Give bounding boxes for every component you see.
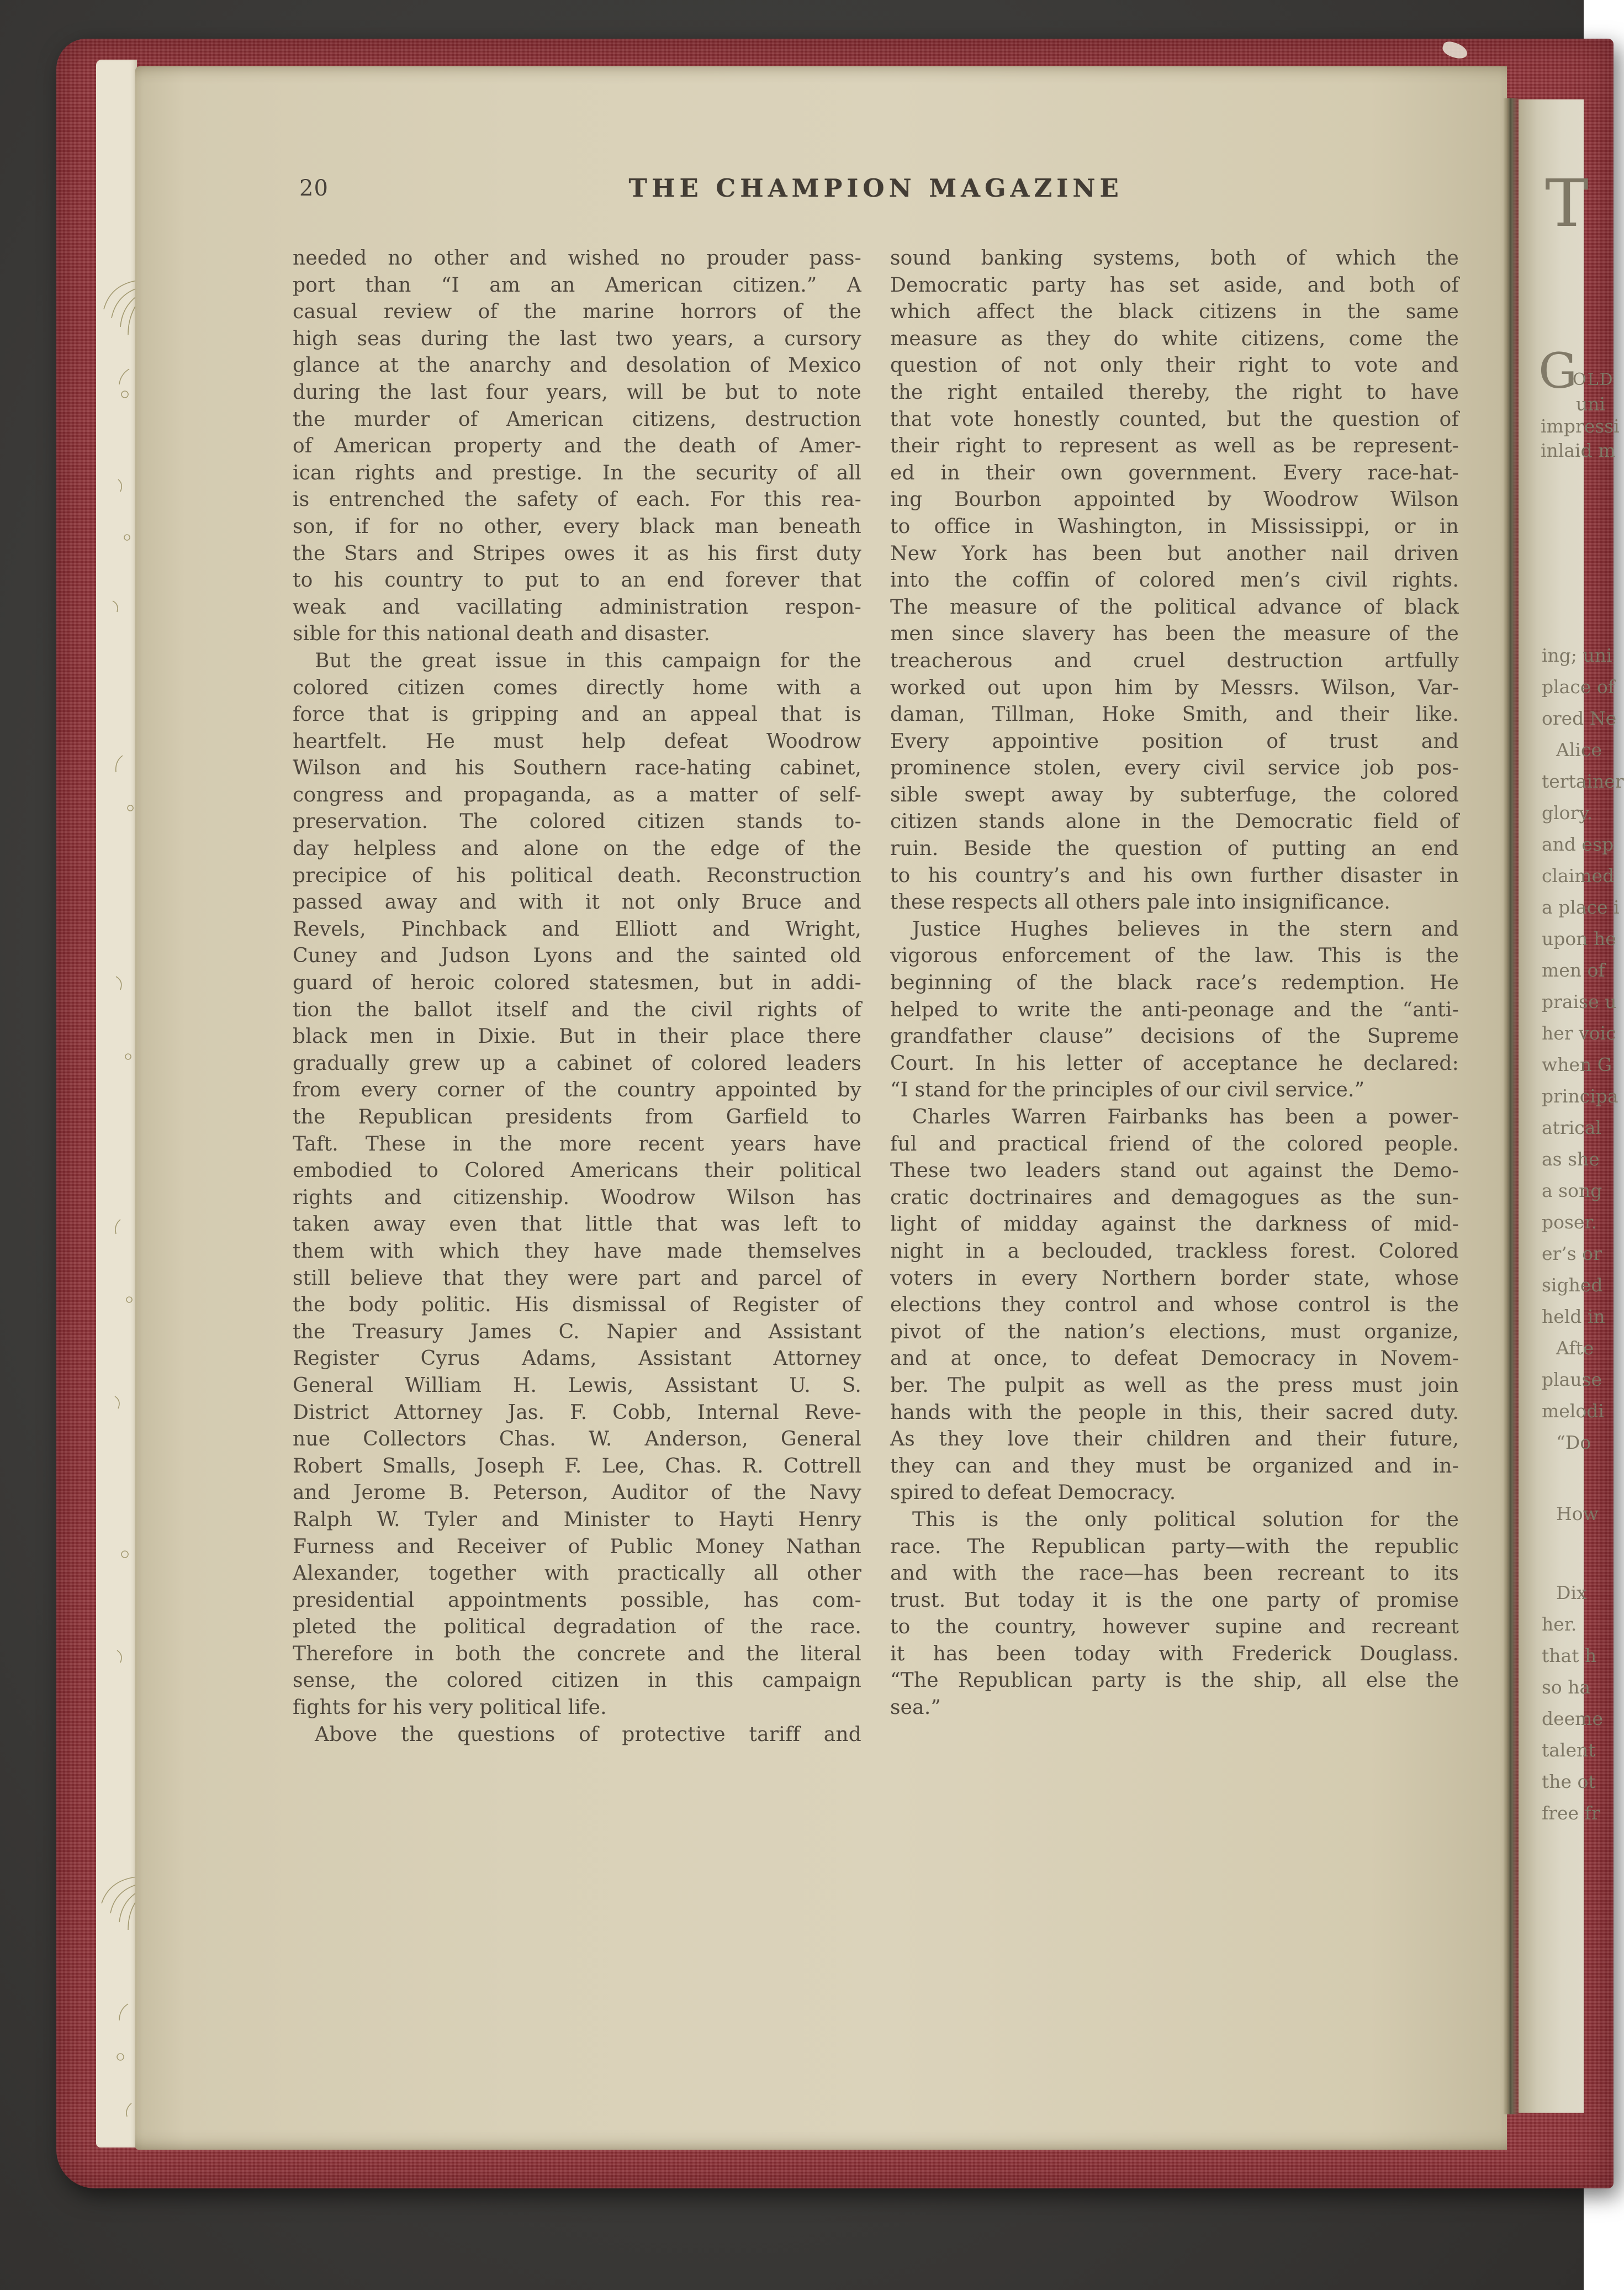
text-line: Taft. These in the more recent years have (293, 1132, 861, 1155)
text-line: force that is gripping and an appeal that is (293, 703, 861, 726)
text-line: to office in Washington, in Mississippi, or in (890, 515, 1459, 538)
text-line: son, if for no other, every black man beneath (293, 515, 861, 538)
page-gutter (1503, 98, 1519, 2114)
text-line: these respects all others pale into insignificance. (890, 891, 1390, 914)
text-line: daman, Tillman, Hoke Smith, and their like. (890, 703, 1459, 726)
next-page-text-fragment: poser. (1542, 1211, 1597, 1233)
text-line: worked out upon him by Messrs. Wilson, Var- (890, 676, 1459, 699)
text-line: beginning of the black race’s redemption. He (890, 972, 1459, 995)
text-line: This is the only political solution for the (912, 1508, 1459, 1531)
text-line: the Republican presidents from Garfield to (293, 1106, 861, 1128)
text-line: sible for this national death and disaster. (293, 622, 711, 646)
text-line: and at once, to defeat Democracy in Novem- (890, 1347, 1459, 1370)
text-line: taken away even that little that was left to (293, 1213, 861, 1236)
next-page-text-fragment: glory. (1542, 802, 1593, 824)
next-page-drop-cap-t: T (1545, 165, 1589, 241)
text-line: weak and vacillating administration respon- (293, 595, 861, 619)
text-line: question of not only their right to vote and (890, 354, 1459, 377)
text-line: sense, the colored citizen in this campaign (293, 1669, 861, 1692)
text-line: embodied to Colored Americans their political (293, 1159, 861, 1183)
next-page-text-fragment: so ha (1542, 1676, 1591, 1698)
next-page-text-fragment: Dix (1556, 1582, 1587, 1603)
text-line: Wilson and his Southern race-hating cabinet, (293, 757, 861, 780)
next-page-text-fragment: Afte (1556, 1337, 1594, 1359)
text-line: Alexander, together with practically all other (293, 1562, 861, 1585)
next-page-text-fragment: sighed (1542, 1274, 1603, 1296)
text-line: elections they control and whose control is the (890, 1294, 1459, 1317)
next-page-word-uni: uni (1576, 393, 1606, 415)
text-line: passed away and with it not only Bruce and (293, 891, 861, 914)
text-line: during the last four years, will be but to note (293, 381, 861, 404)
text-line: men since slavery has been the measure of the (890, 622, 1459, 646)
text-line: is entrenched the safety of each. For this rea- (293, 488, 861, 511)
text-line: ber. The pulpit as well as the press must join (890, 1374, 1459, 1397)
text-line: which affect the black citizens in the same (890, 300, 1459, 324)
next-page-text-fragment: praise u (1542, 991, 1617, 1012)
text-line: sible swept away by subterfuge, the colored (890, 783, 1459, 806)
text-line: to his country’s and his own further disaster in (890, 864, 1459, 887)
endpaper-floral-motifs (96, 60, 137, 2147)
next-page-word-inlaid: inlaid m (1541, 440, 1616, 461)
text-line: still believe that they were part and parcel of (293, 1267, 861, 1290)
text-line: ed in their own government. Every race-hat- (890, 461, 1459, 484)
text-line: they can and they must be organized and in- (890, 1454, 1459, 1478)
text-line: sound banking systems, both of which the (890, 247, 1459, 270)
text-line: pleted the political degradation of the race. (293, 1616, 861, 1639)
text-line: trust. But today it is the one party of promise (890, 1589, 1459, 1612)
text-line: ruin. Beside the question of putting an end (890, 837, 1459, 861)
next-page-text-fragment: a place i (1542, 896, 1620, 918)
text-line: light of midday against the darkness of mid- (890, 1213, 1459, 1236)
text-line: measure as they do white citizens, come the (890, 327, 1459, 350)
text-line: Register Cyrus Adams, Assistant Attorney (293, 1347, 861, 1370)
next-page-text-fragment: ored Ne (1542, 708, 1617, 729)
next-page-text-fragment: plause (1542, 1369, 1602, 1390)
text-line: “The Republican party is the ship, all else the (890, 1669, 1459, 1692)
next-page-text-fragment: talent (1542, 1739, 1596, 1761)
next-page-edge (1519, 99, 1584, 2113)
next-page-text-fragment: deeme (1542, 1708, 1604, 1729)
text-line: black men in Dixie. But in their place there (293, 1025, 861, 1048)
text-line: and Jerome B. Peterson, Auditor of the Navy (293, 1481, 861, 1505)
text-column-right (890, 245, 1459, 1748)
next-page-text-fragment: melodi (1542, 1400, 1604, 1422)
text-line: Therefore in both the concrete and the literal (293, 1642, 861, 1665)
text-line: congress and propaganda, as a matter of self- (293, 783, 861, 806)
text-line: “I stand for the principles of our civil service.” (890, 1079, 1365, 1102)
next-page-text-fragment: claimed (1542, 865, 1615, 887)
text-line: citizen stands alone in the Democratic field of (890, 810, 1459, 833)
text-line: the Treasury James C. Napier and Assistant (293, 1320, 861, 1343)
next-page-text-fragment: place of (1542, 676, 1615, 698)
text-line: ful and practical friend of the colored people. (890, 1132, 1459, 1155)
text-line: to the country, however supine and recreant (890, 1616, 1459, 1639)
next-page-text-fragment: ing; uni (1542, 645, 1612, 666)
text-line: New York has been but another nail driven (890, 542, 1459, 565)
text-line: General William H. Lewis, Assistant U. S. (293, 1374, 861, 1397)
text-line: nue Collectors Chas. W. Anderson, General (293, 1428, 861, 1451)
text-line: sea.” (890, 1696, 941, 1719)
next-page-text-fragment: tertainer (1542, 771, 1624, 792)
text-line: the body politic. His dismissal of Register of (293, 1294, 861, 1317)
text-line: to his country to put to an end forever that (293, 569, 861, 592)
text-line: precipice of his political death. Reconstruction (293, 864, 861, 887)
text-line: Furness and Receiver of Public Money Nathan (293, 1535, 861, 1558)
text-line: tion the ballot itself and the civil rights of (293, 998, 861, 1021)
text-line: Revels, Pinchback and Elliott and Wright, (293, 917, 861, 941)
endpaper-pattern (96, 60, 137, 2147)
text-line: and with the race—has been recreant to its (890, 1562, 1459, 1585)
magazine-title: THE CHAMPION MAGAZINE (628, 173, 1123, 203)
text-line: the murder of American citizens, destruction (293, 408, 861, 431)
text-line: Justice Hughes believes in the stern and (912, 917, 1459, 941)
text-line: pivot of the nation’s elections, must organize, (890, 1320, 1459, 1343)
next-page-word-old: OLD (1573, 370, 1614, 389)
text-line: hands with the people in this, their sacred duty. (890, 1401, 1459, 1424)
text-line: Democratic party has set aside, and both of (890, 273, 1459, 297)
text-line: cratic doctrinaires and demagogues as the sun- (890, 1186, 1459, 1209)
page-header (293, 170, 1459, 220)
text-line: race. The Republican party—with the republic (890, 1535, 1459, 1558)
text-line: gradually grew up a cabinet of colored leaders (293, 1052, 861, 1075)
text-line: needed no other and wished no prouder pass- (293, 247, 861, 270)
text-line: spired to defeat Democracy. (890, 1481, 1176, 1505)
next-page-text-fragment: as she (1542, 1148, 1600, 1170)
text-column-left (293, 245, 861, 1748)
text-line: These two leaders stand out against the Demo- (890, 1159, 1459, 1183)
next-page-text-fragment: when G (1542, 1054, 1612, 1075)
next-page-text-fragment: principa (1542, 1085, 1618, 1107)
next-page-word-impressi: impressi (1541, 415, 1620, 437)
text-line: Ralph W. Tyler and Minister to Hayti Henry (293, 1508, 861, 1531)
text-line: their right to represent as well as be represent- (890, 435, 1459, 458)
text-line: guard of heroic colored statesmen, but in addi- (293, 972, 861, 995)
next-page-text-fragment: upon he (1542, 928, 1616, 949)
next-page-text-fragment: the ot (1542, 1771, 1596, 1792)
text-line: high seas during the last two years, a cursory (293, 327, 861, 350)
text-line: of American property and the death of Amer- (293, 435, 861, 458)
text-line: from every corner of the country appointed by (293, 1079, 861, 1102)
text-line: it has been today with Frederick Douglass. (890, 1642, 1459, 1665)
text-line: into the coffin of colored men’s civil rights. (890, 569, 1459, 592)
next-page-drop-cap-g: G (1538, 342, 1578, 399)
text-line: But the great issue in this campaign for the (315, 649, 861, 672)
text-line: ican rights and prestige. In the security of all (293, 461, 861, 484)
next-page-text-fragment: that h (1542, 1645, 1597, 1666)
text-line: ing Bourbon appointed by Woodrow Wilson (890, 488, 1459, 511)
text-line: the Stars and Stripes owes it as his first duty (293, 542, 861, 565)
article-body (293, 245, 1459, 1748)
next-page-text-fragment: atrical (1542, 1117, 1601, 1138)
next-page-text-fragment: and esp (1542, 833, 1614, 855)
next-page-text-fragment: free fr (1542, 1802, 1600, 1824)
next-page-text-fragment: her. (1542, 1613, 1577, 1635)
text-line: treacherous and cruel destruction artfully (890, 649, 1459, 672)
text-line: Every appointive position of trust and (890, 730, 1459, 753)
text-line: helped to write the anti-peonage and the “anti- (890, 998, 1459, 1021)
text-line: the right entailed thereby, the right to have (890, 381, 1459, 404)
text-line: day helpless and alone on the edge of the (293, 837, 861, 861)
text-line: presidential appointments possible, has com- (293, 1589, 861, 1612)
text-line: preservation. The colored citizen stands to- (293, 810, 861, 833)
next-page-text-fragment: her voic (1542, 1022, 1616, 1044)
text-line: colored citizen comes directly home with a (293, 676, 861, 699)
next-page-text-fragment: How (1556, 1503, 1599, 1524)
text-line: fights for his very political life. (293, 1696, 607, 1719)
next-page-text-fragment: men of (1542, 959, 1605, 981)
next-page-text-fragment: Alice (1556, 739, 1602, 761)
text-line: them with which they have made themselves (293, 1239, 861, 1263)
text-line: night in a beclouded, trackless forest. Colored (890, 1239, 1459, 1263)
text-line: vigorous enforcement of the law. This is the (890, 945, 1459, 968)
text-line: that vote honestly counted, but the question of (890, 408, 1459, 431)
next-page-text-fragment: er’s or (1542, 1243, 1602, 1264)
text-line: District Attorney Jas. F. Cobb, Internal Reve- (293, 1401, 861, 1424)
text-line: Charles Warren Fairbanks has been a power- (912, 1106, 1459, 1128)
next-page-text-fragment: “Do (1556, 1432, 1591, 1453)
text-line: heartfelt. He must help defeat Woodrow (293, 730, 861, 753)
text-line: Above the questions of protective tariff and (315, 1723, 861, 1746)
text-line: casual review of the marine horrors of the (293, 300, 861, 324)
text-line: glance at the anarchy and desolation of Mexico (293, 354, 861, 377)
next-page-text-fragment: held in (1542, 1306, 1605, 1327)
text-line: prominence stolen, every civil service job pos- (890, 757, 1459, 780)
text-line: Cuney and Judson Lyons and the sainted old (293, 945, 861, 968)
text-line: rights and citizenship. Woodrow Wilson has (293, 1186, 861, 1209)
page-number: 20 (299, 176, 329, 201)
text-line: grandfather clause” decisions of the Supreme (890, 1025, 1459, 1048)
text-line: voters in every Northern border state, whose (890, 1267, 1459, 1290)
text-line: The measure of the political advance of black (890, 595, 1459, 619)
text-line: Court. In his letter of acceptance he declared: (890, 1052, 1459, 1075)
next-page-text-fragment: a song (1542, 1180, 1602, 1201)
text-line: As they love their children and their future, (890, 1428, 1459, 1451)
text-line: port than “I am an American citizen.” A (293, 273, 861, 297)
text-line: Robert Smalls, Joseph F. Lee, Chas. R. Cottrell (293, 1454, 861, 1478)
